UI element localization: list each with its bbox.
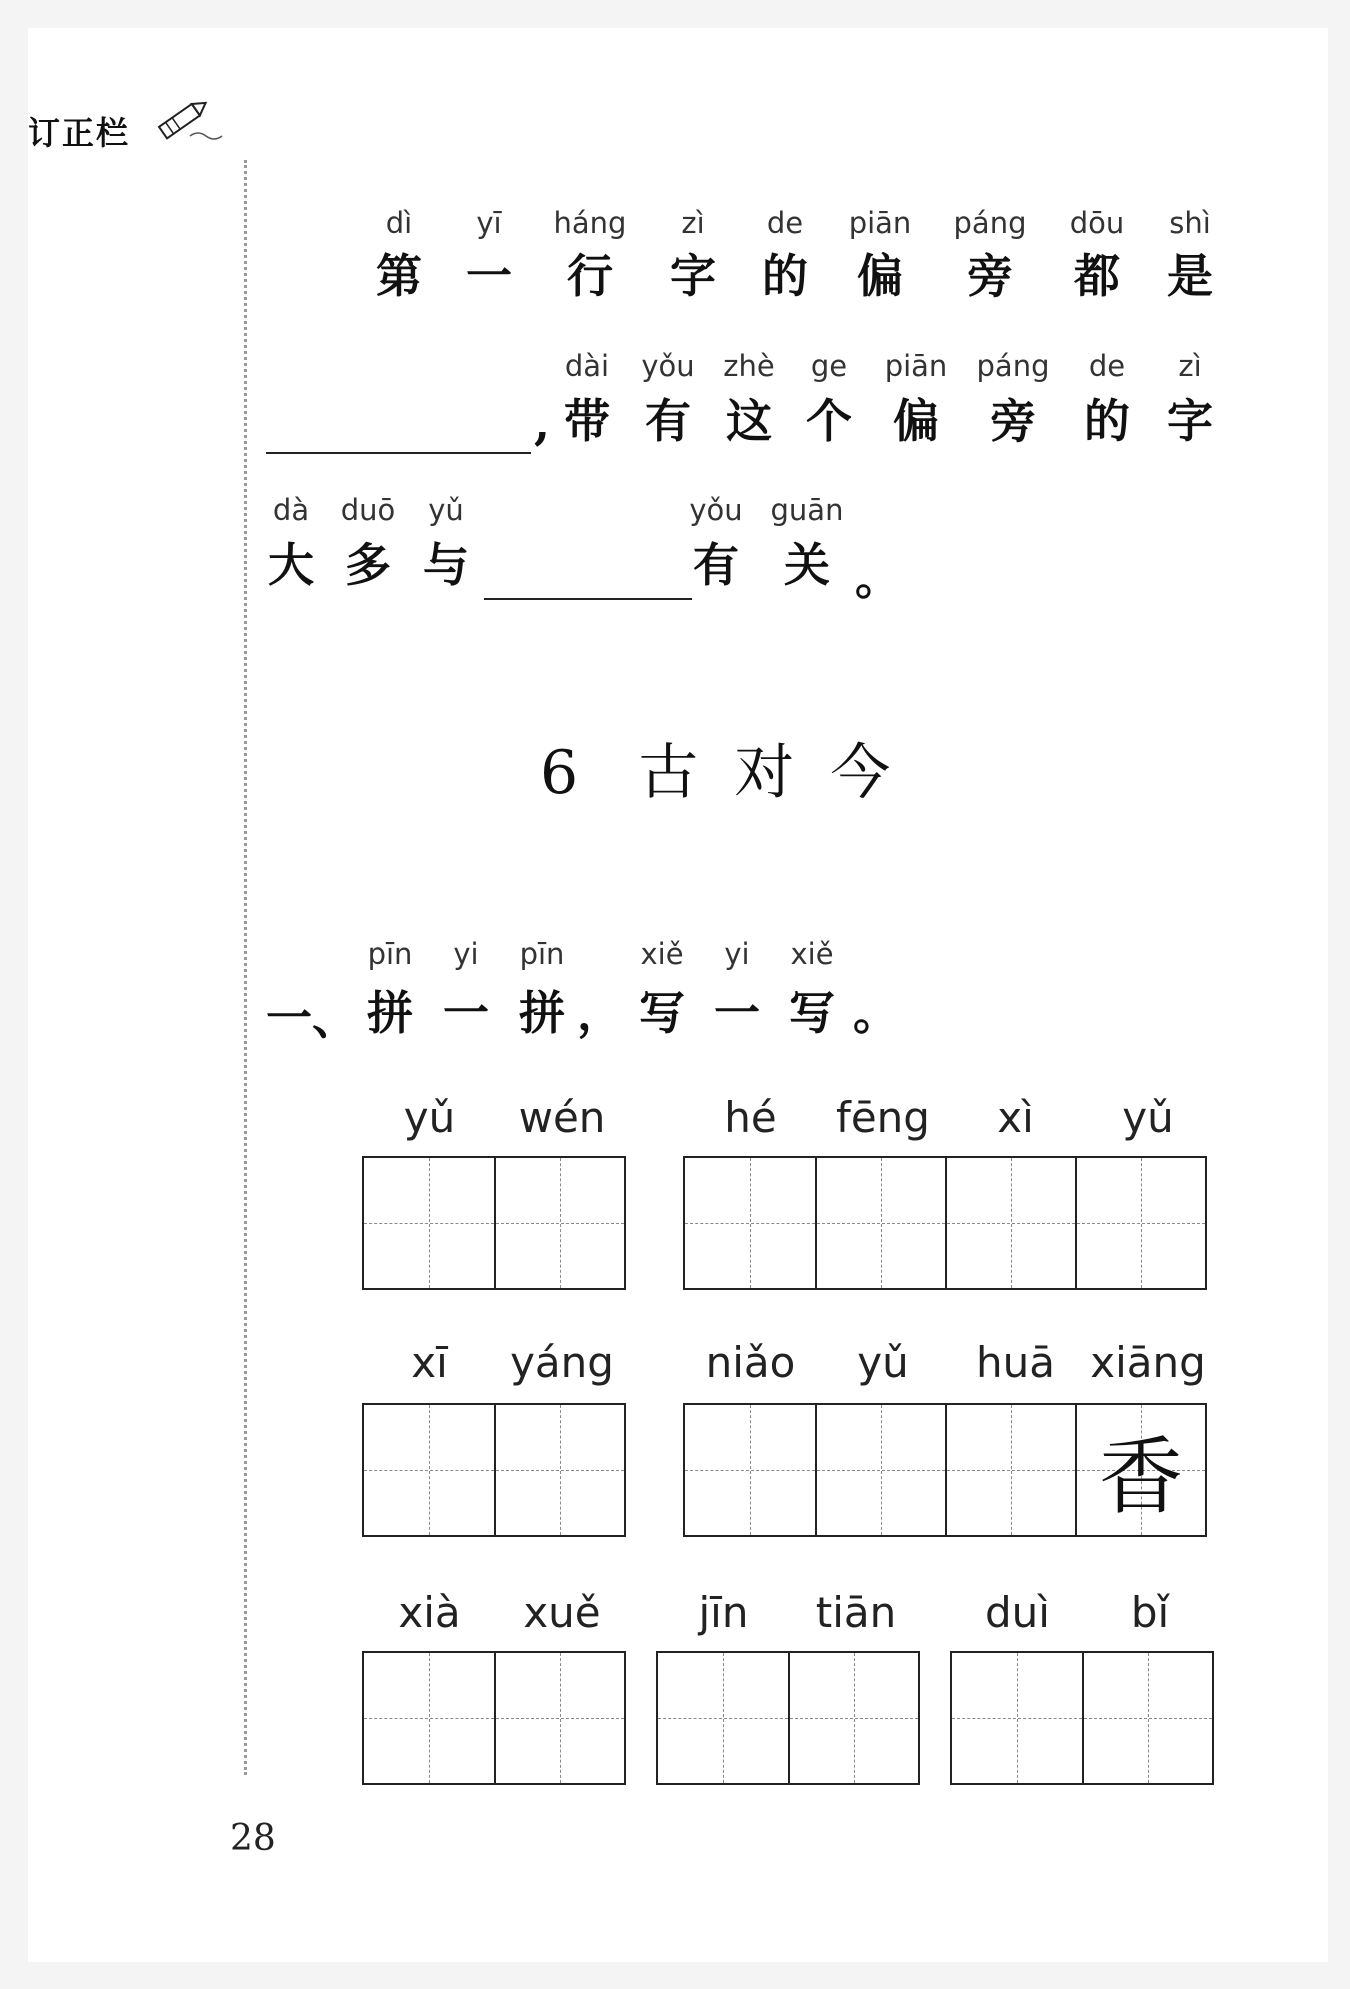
- sample-character: 香: [1098, 1427, 1183, 1526]
- hanzi-character: 行: [567, 249, 613, 303]
- tian-zi-ge-box[interactable]: [1075, 1405, 1205, 1535]
- word-writing-grid: [362, 1651, 626, 1785]
- word-pinyin: xuě: [523, 1588, 601, 1637]
- pinyin-syllable: yi: [453, 937, 479, 971]
- lesson-title-char: 对: [734, 738, 795, 808]
- tian-zi-ge-box[interactable]: [494, 1158, 624, 1288]
- hanzi-character: 的: [762, 249, 808, 303]
- lesson-title-char: 古: [638, 738, 699, 808]
- pinyin-syllable: shì: [1169, 206, 1211, 240]
- hanzi-character: 有: [693, 538, 739, 592]
- word-pinyin: xì: [997, 1093, 1034, 1142]
- word-pinyin: xià: [398, 1588, 461, 1637]
- word-pinyin: duì: [985, 1588, 1050, 1637]
- pinyin-syllable: yī: [476, 206, 502, 240]
- comma: ,: [534, 396, 551, 450]
- tian-zi-ge-box[interactable]: [945, 1405, 1075, 1535]
- tian-zi-ge-box[interactable]: [815, 1405, 945, 1535]
- lesson-title-char: 今: [830, 738, 891, 808]
- hanzi-character: 旁: [967, 249, 1013, 303]
- hanzi-character: 字: [670, 249, 716, 303]
- tian-zi-ge-box[interactable]: [1075, 1158, 1205, 1288]
- pinyin-syllable: háng: [553, 206, 627, 240]
- correction-column-label: 订正栏: [28, 114, 131, 152]
- word-pinyin: wén: [518, 1093, 606, 1142]
- pinyin-syllable: dà: [272, 493, 310, 527]
- page-number: 28: [230, 1818, 276, 1859]
- hanzi-character: 偏: [893, 394, 939, 448]
- hanzi-character: 一: [466, 249, 512, 303]
- tian-zi-ge-box[interactable]: [494, 1405, 624, 1535]
- pinyin-syllable: piān: [884, 349, 948, 383]
- pinyin-syllable: zì: [1178, 349, 1202, 383]
- tian-zi-ge-box[interactable]: [658, 1653, 788, 1783]
- pinyin-syllable: páng: [953, 206, 1027, 240]
- hanzi-character: 。: [853, 986, 899, 1040]
- hanzi-character: 字: [1167, 394, 1213, 448]
- pinyin-syllable: guān: [770, 493, 844, 527]
- word-pinyin: yǔ: [403, 1093, 456, 1142]
- margin-divider: [244, 160, 247, 1775]
- full-stop: 。: [855, 551, 901, 605]
- pinyin-syllable: [831, 936, 921, 972]
- hanzi-character: ，: [577, 986, 623, 1040]
- pinyin-syllable: dì: [385, 206, 413, 240]
- word-pinyin: fēng: [836, 1093, 930, 1142]
- hanzi-character: 与: [423, 538, 469, 592]
- word-pinyin: hé: [724, 1093, 777, 1142]
- word-writing-grid: [683, 1403, 1207, 1537]
- word-pinyin: jīn: [698, 1588, 749, 1637]
- tian-zi-ge-box[interactable]: [685, 1158, 815, 1288]
- hanzi-character: 一: [443, 986, 489, 1040]
- pencil-icon: [150, 92, 230, 142]
- lesson-title: [540, 725, 926, 811]
- hanzi-character: 偏: [857, 249, 903, 303]
- word-writing-grid: [656, 1651, 920, 1785]
- hanzi-character: 个: [806, 394, 852, 448]
- pinyin-syllable: dōu: [1069, 206, 1125, 240]
- hanzi-character: 一: [714, 986, 760, 1040]
- pinyin-syllable: duō: [340, 493, 396, 527]
- pinyin-syllable: yi: [724, 937, 750, 971]
- word-pinyin: yǔ: [1122, 1093, 1174, 1142]
- hanzi-character: 是: [1167, 249, 1213, 303]
- tian-zi-ge-box[interactable]: [788, 1653, 918, 1783]
- pinyin-syllable: de: [1088, 349, 1126, 383]
- hanzi-character: 写: [639, 986, 685, 1040]
- word-writing-grid: [683, 1156, 1207, 1290]
- word-pinyin: xiāng: [1090, 1338, 1206, 1387]
- word-pinyin: yǔ: [857, 1338, 909, 1387]
- answer-blank-2[interactable]: [484, 598, 692, 600]
- pinyin-syllable: piān: [848, 206, 912, 240]
- word-writing-grid: [362, 1156, 626, 1290]
- word-writing-grid: [362, 1403, 626, 1537]
- tian-zi-ge-box[interactable]: [1082, 1653, 1212, 1783]
- word-pinyin: yáng: [510, 1338, 614, 1387]
- tian-zi-ge-box[interactable]: [952, 1653, 1082, 1783]
- hanzi-character: 第: [376, 249, 422, 303]
- word-pinyin: niǎo: [705, 1338, 796, 1387]
- pinyin-syllable: zì: [681, 206, 705, 240]
- hanzi-character: 有: [645, 394, 691, 448]
- hanzi-character: 带: [564, 394, 610, 448]
- word-pinyin: bǐ: [1130, 1588, 1170, 1637]
- tian-zi-ge-box[interactable]: [815, 1158, 945, 1288]
- word-pinyin: xī: [411, 1338, 448, 1387]
- lesson-number: 6: [540, 738, 579, 808]
- pinyin-syllable: páng: [976, 349, 1050, 383]
- hanzi-character: 旁: [990, 394, 1036, 448]
- hanzi-character: 拼: [519, 986, 565, 1040]
- tian-zi-ge-box[interactable]: [364, 1158, 494, 1288]
- pinyin-syllable: de: [766, 206, 804, 240]
- pinyin-syllable: ge: [810, 349, 848, 383]
- word-pinyin: huā: [976, 1338, 1055, 1387]
- hanzi-character: 关: [784, 538, 830, 592]
- tian-zi-ge-box[interactable]: [364, 1653, 494, 1783]
- hanzi-character: 都: [1074, 249, 1120, 303]
- tian-zi-ge-box[interactable]: [494, 1653, 624, 1783]
- word-writing-grid: [950, 1651, 1214, 1785]
- hanzi-character: 的: [1084, 394, 1130, 448]
- pinyin-syllable: dài: [564, 349, 610, 383]
- hanzi-character: 大: [268, 538, 314, 592]
- tian-zi-ge-box[interactable]: [945, 1158, 1075, 1288]
- answer-blank-1[interactable]: [266, 452, 531, 454]
- pinyin-syllable: zhè: [723, 349, 775, 383]
- word-pinyin: tiān: [815, 1588, 897, 1637]
- pinyin-syllable: xiě: [640, 937, 684, 971]
- tian-zi-ge-box[interactable]: [685, 1405, 815, 1535]
- hanzi-character: 写: [789, 986, 835, 1040]
- pinyin-syllable: yǒu: [641, 349, 695, 383]
- hanzi-character: 这: [726, 394, 772, 448]
- pinyin-syllable: yǔ: [428, 493, 464, 527]
- section-number: 一、: [266, 991, 358, 1045]
- pinyin-syllable: yǒu: [689, 493, 743, 527]
- pinyin-syllable: pīn: [367, 937, 413, 971]
- hanzi-character: 拼: [367, 986, 413, 1040]
- pinyin-syllable: xiě: [790, 937, 834, 971]
- tian-zi-ge-box[interactable]: [364, 1405, 494, 1535]
- pinyin-syllable: pīn: [519, 937, 565, 971]
- hanzi-character: 多: [345, 538, 391, 592]
